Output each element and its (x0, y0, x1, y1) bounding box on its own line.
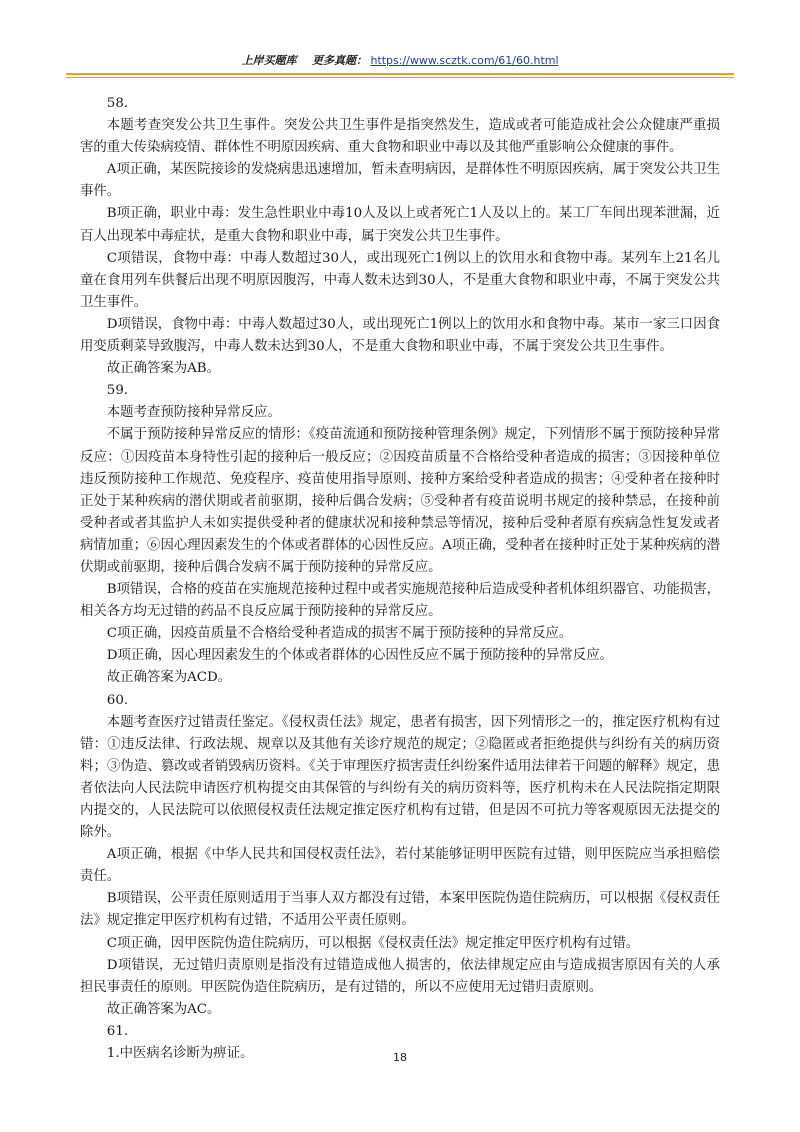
paragraph: 本题考查突发公共卫生事件。突发公共卫生事件是指突然发生，造成或者可能造成社会公众健康严重损害的重大传染病疫情、群体性不明原因疾病、重大食物和职业中毒以及其他严重影响公众健康的事件。 (80, 118, 720, 156)
paragraph: C项正确，因甲医院伪造住院病历，可以根据《侵权责任法》规定推定甲医疗机构有过错。 (106, 935, 640, 951)
header-url-link[interactable]: https://www.scztk.com/61/60.html (370, 54, 559, 67)
paragraph: C项错误，食物中毒：中毒人数超过30人，或出现死亡1例以上的饮用水和食物中毒。某列车上21名儿童在食用列车供餐后出现不明原因腹泻，中毒人数未达到30人，不是重大食物和职业中毒，不属于突发公共卫生事件。 (80, 250, 720, 310)
paragraph: A项正确，根据《中华人民共和国侵权责任法》，若付某能够证明甲医院有过错，则甲医院应当承担赔偿责任。 (80, 847, 720, 885)
paragraph: B项错误，公平责任原则适用于当事人双方都没有过错，本案甲医院伪造住院病历，可以根据《侵权责任法》规定推定甲医疗机构有过错，不适用公平责任原则。 (80, 891, 720, 929)
paragraph: 1.中医病名诊断为痹证。 (106, 1046, 254, 1062)
paragraph: 本题考查医疗过错责任鉴定。《侵权责任法》规定，患者有损害，因下列情形之一的，推定医疗机构有过错：①违反法律、行政法规、规章以及其他有关诊疗规范的规定；②隐匿或者拒绝提供与纠纷有关的病历资料；③伪造、篡改或者销毁病历资料。《关于审理医疗损害责任纠纷案件适用法律若干问题的解释》规定，患者依法向人民法院申请医疗机构提交由其保管的与纠纷有关的病历资料等，医疗机构未在人民法院指定期限内提交的，人民法院可以依照侵权责任法规定推定医疗机构有过错，但是因不可抗力等客观原因无法提交的除外。 (80, 714, 720, 841)
paragraph: D项错误，食物中毒：中毒人数超过30人，或出现死亡1例以上的饮用水和食物中毒。某市一家三口因食用变质剩菜导致腹泻，中毒人数未达到30人，不是重大食物和职业中毒，不属于突发公共卫生事件。 (80, 316, 720, 355)
paragraph: A项正确，某医院接诊的发烧病患迅速增加，暂未查明病因，是群体性不明原因疾病，属于突发公共卫生事件。 (80, 162, 720, 200)
header-prefix: 更多真题： (311, 54, 367, 67)
paragraph: 60. (106, 692, 129, 708)
paragraph: 不属于预防接种异常反应的情形：《疫苗流通和预防接种管理条例》规定，下列情形不属于预防接种异常反应：①因疫苗本身特性引起的接种后一般反应；②因疫苗质量不合格给受种者造成的损害；③因接种单位违反预防接种工作规范、免疫程序、疫苗使用指导原则、接种方案给受种者造成的损害；④受种者在接种时正处于某种疾病的潜伏期或者前驱期，接种后偶合发病；⑤受种者有疫苗说明书规定的接种禁忌，在接种前受种者或者其监护人未如实提供受种者的健康状况和接种禁忌等情况，接种后受种者原有疾病急性复发或者病情加重；⑥因心理因素发生的个体或者群体的心因性反应。A项正确，受种者在接种时正处于某种疾病的潜伏期或前驱期，接种后偶合发病不属于预防接种的异常反应。 (80, 427, 720, 575)
page-number: 18 (393, 1051, 407, 1064)
paragraph: D项正确，因心理因素发生的个体或者群体的心因性反应不属于预防接种的异常反应。 (106, 648, 613, 664)
paragraph: 故正确答案为ACD。 (106, 670, 232, 686)
paragraph: B项正确，职业中毒：发生急性职业中毒10人及以上或者死亡1人及以上的。某工厂车间出现苯泄漏，近百人出现苯中毒症状，是重大食物和职业中毒，属于突发公共卫生事件。 (80, 206, 720, 244)
header-rule-thin (66, 77, 734, 78)
paragraph: 58. (106, 96, 129, 111)
page-header (66, 52, 734, 68)
header-site-name: 上岸买题库 (241, 54, 297, 67)
paragraph: 本题考查预防接种异常反应。 (106, 405, 281, 421)
paragraph: B项错误，合格的疫苗在实施规范接种过程中或者实施规范接种后造成受种者机体组织器官、功能损害，相关各方均无过错的药品不良反应属于预防接种的异常反应。 (80, 582, 720, 620)
paragraph: 59. (106, 383, 129, 399)
paragraph: D项错误，无过错归责原则是指没有过错造成他人损害的，依法律规定应由与造成损害原因有关的人承担民事责任的原则。甲医院伪造住院病历，是有过错的，所以不应使用无过错归责原则。 (80, 957, 720, 995)
header-rule-thick (66, 73, 734, 75)
paragraph: C项正确，因疫苗质量不合格给受种者造成的损害不属于预防接种的异常反应。 (106, 626, 573, 642)
page-body (80, 93, 720, 1065)
paragraph: 61. (106, 1023, 129, 1039)
paragraph: 故正确答案为AC。 (106, 1001, 221, 1017)
paragraph: 故正确答案为AB。 (106, 361, 221, 377)
